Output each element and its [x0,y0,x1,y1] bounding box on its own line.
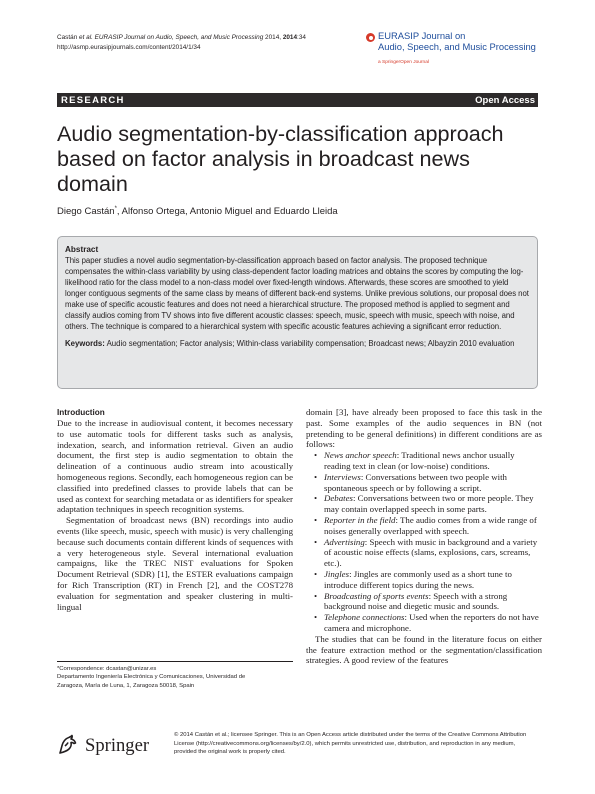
list-item-text: : The audio comes from a wide range of noises generally overlapped with speech. [324,514,537,536]
intro-paragraph-1: Due to the increase in audiovisual content, it becomes necessary to use automatic tools for different tasks such as analysis, indexation, search, and information retrieval. Given an audio document, the first step is audio segmentation to obtain the delineation of a continuous audio stream into acoustically homogeneous regions. Secondly, each homogeneous region can be classified into predefined classes to provide labels that can be used as context for searching metadata or as identifiers for speaker adaptation techniques in speech recognition systems. [57,418,293,515]
list-item [306,612,542,634]
journal-logo-icon [366,33,375,42]
journal-name-line2: Audio, Speech, and Music Processing [378,41,536,52]
section-banner [57,93,538,107]
list-item [306,537,542,569]
list-item-term: Broadcasting of sports events [324,590,429,601]
journal-name-line1: EURASIP Journal on [378,30,466,41]
list-item [306,472,542,494]
corresponding-author: Diego Castán [57,206,115,218]
list-item-text: : Jingles are commonly used as a short tune to introduce different topics during the news. [324,568,512,590]
citation-volume: 2014 [282,34,298,41]
header-citation [57,33,306,52]
license-text: © 2014 Castán et al.; licensee Springer. This is an Open Access article distributed under the terms of the Creative Commons Attribution License (http://creativecommons.org/licenses/by/2.0), which permits unrestricted use, distribution, and reproduction in any medium, provided the original work is properly cited. [174,732,527,756]
right-paragraph-1: domain [3], have already been proposed to face this task in the past. Some examples of the audio sequences in BN (not pretending to be general definitions) in different conditions are as follows: [306,407,542,450]
correspondence-address: Zaragoza, María de Luna, 1, Zaragoza 50018, Spain [57,682,195,689]
open-access-label: Open Access [475,94,535,106]
other-authors: , Alfonso Ortega, Antonio Miguel and Eduardo Lleida [116,206,338,218]
citation-line [57,33,306,43]
abstract-heading: Abstract [65,245,99,254]
audio-sequence-list [306,450,542,634]
journal-logo [366,30,546,72]
list-item-term: News anchor speech [324,450,397,461]
article-url[interactable]: http://asmp.eurasipjournals.com/content/2014/1/34 [57,43,201,51]
keywords [65,338,530,349]
right-paragraph-2: The studies that can be found in the literature focus on either the feature extraction method or the segmentation/classification strategies. A good review of the features [306,633,542,666]
citation-etal: et al. EURASIP Journal on Audio, Speech, and Music Processing [79,34,264,41]
correspondence-affiliation: Departamento Ingeniería Electrónica y Comunicaciones, Universidad de [57,674,246,681]
list-item-term: Jingles [324,568,350,579]
keywords-label: Keywords: [65,339,105,349]
section-label: RESEARCH [61,94,125,106]
citation-page: :34 [297,34,306,41]
list-item-text: : Speech with music in background and a variety of acoustic noise effects (slams, explosions, cars, screams, etc.). [324,536,538,569]
intro-paragraph-2: Segmentation of broadcast news (BN) recordings into audio events (like speech, music, speech with music) is very challenging because such documents contain different kinds of sequences with a very heterogeneous style. Several international evaluation campaigns, like the TREC NIST evaluations for Spoken Document Retrieval (SDR) [1], the ESTER evaluations campaign for Rich Transcription (RT) in French [2], and the COST278 evaluation for segmentation and speaker clustering in multi-lingual [57,515,293,612]
article-title: Audio segmentation-by-classification approach based on factor analysis in broadcast news domain [57,121,504,196]
springer-wordmark: Springer [85,735,150,756]
list-item-term: Interviews [324,471,361,482]
list-item-text: : Conversations between two people with spontaneous speech or by following a script. [324,471,507,493]
list-item-term: Debates [324,493,353,504]
footnote-divider [57,661,293,662]
springer-logo [56,732,166,762]
correspondence-email: *Correspondence: dcastan@unizar.es [57,666,157,672]
author-list [57,206,338,217]
list-item [306,515,542,537]
list-item-text: : Traditional news anchor usually reading text in clean (or low-noise) conditions. [324,450,515,471]
corresponding-mark: * [114,206,117,212]
citation-author: Castán [57,34,80,41]
list-item-term: Telephone connections [324,612,405,623]
list-item-term: Advertising [324,536,365,547]
list-item-text: : Used when the reporters do not have camera and microphone. [324,612,539,633]
journal-name [378,30,536,52]
abstract-box [57,236,538,389]
keywords-list: Audio segmentation; Factor analysis; Within-class variability compensation; Broadcast news; Albayzin 2010 evaluation [104,339,515,349]
list-item [306,450,542,472]
list-item-text: : Conversations between two or more people. They may contain overlapped speech in some parts. [324,493,534,515]
correspondence-footnote [57,661,293,690]
list-item [306,591,542,613]
body-column-left [57,407,293,612]
springer-horse-icon [56,733,80,757]
list-item-term: Reporter in the field [324,514,396,525]
section-heading-introduction: Introduction [57,408,105,417]
citation-year: 2014, [263,34,283,41]
list-item [306,569,542,591]
body-column-right [306,407,542,666]
abstract-text: This paper studies a novel audio segmentation-by-classification approach based on factor analysis. The proposed technique compensates the within-class variability by using class-dependent factor loading matrices and obtains the scores by computing the log-likelihood ratio for the class model to a non-class model over fixed-length windows. Afterwards, these scores are smoothed to yield longer contiguous segments of the same class by means of different back-end systems. Unlike previous solutions, our proposal does not make use of specific acoustic features and does not need a hierarchical structure. The proposed method is applied to segment and classify audios coming from TV shows into five different acoustic classes: speech, music, speech with music, speech with noise, and others. The technique is compared to a hierarchical system with specific acoustic features achieving a significant error reduction. [65,256,529,332]
list-item [306,493,542,515]
list-item-text: : Speech with a strong background noise and diegetic music and sounds. [324,590,508,612]
journal-subtitle: a SpringerOpen Journal [378,60,429,65]
